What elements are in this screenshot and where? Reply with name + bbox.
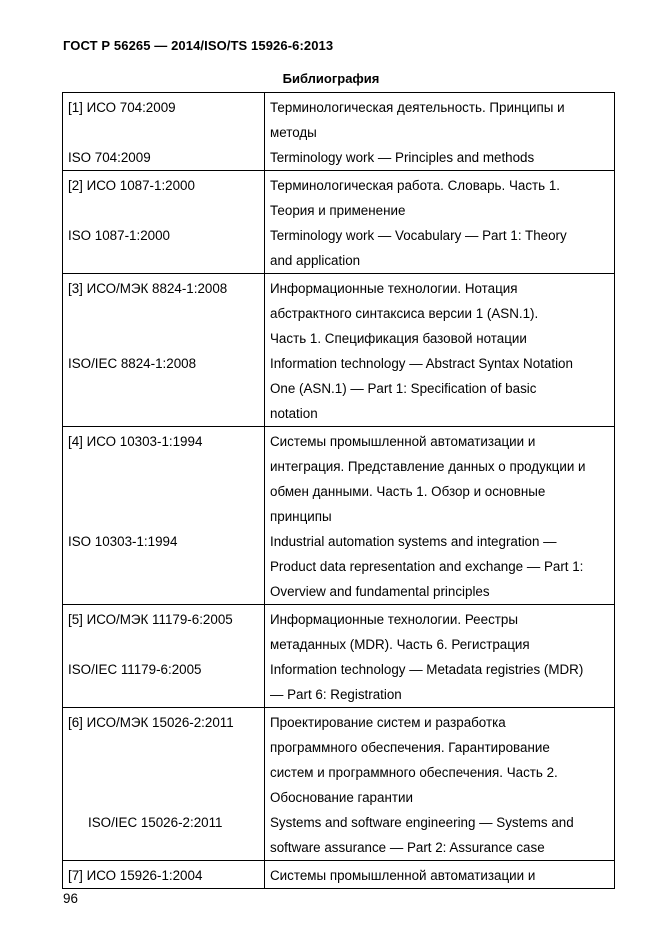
title-ru-line: Системы промышленной автоматизации и <box>270 868 536 883</box>
reference-cell <box>63 274 265 427</box>
reference-ru: [2] ИСО 1087-1:2000 <box>68 178 195 193</box>
title-ru-line: абстрактного синтаксиса версии 1 (ASN.1). <box>270 306 539 321</box>
table-row <box>63 861 615 889</box>
table-row <box>63 708 615 861</box>
title-en-line: Terminology work — Vocabulary — Part 1: Theory <box>270 228 567 243</box>
reference-ru: [7] ИСО 15926-1:2004 <box>68 868 203 883</box>
reference-ru: [6] ИСО/МЭК 15026-2:2011 <box>68 715 234 730</box>
title-cell <box>265 171 615 274</box>
title-cell <box>265 708 615 861</box>
title-cell <box>265 427 615 605</box>
title-ru-line: Проектирование систем и разработка <box>270 715 506 730</box>
reference-ru: [5] ИСО/МЭК 11179-6:2005 <box>68 612 233 627</box>
section-title: Библиография <box>282 71 380 86</box>
title-ru-line: программного обеспечения. Гарантирование <box>270 740 550 755</box>
reference-en: ISO 704:2009 <box>68 150 151 165</box>
title-en-line: Terminology work — Principles and methods <box>270 150 535 165</box>
title-cell <box>265 861 615 889</box>
table-row <box>63 171 615 274</box>
title-ru-line: обмен данными. Часть 1. Обзор и основные <box>270 484 546 499</box>
reference-en: ISO 10303-1:1994 <box>68 534 178 549</box>
reference-cell <box>63 708 265 861</box>
table-row <box>63 427 615 605</box>
title-cell <box>265 93 615 171</box>
title-ru-line: Обоснование гарантии <box>270 790 413 805</box>
title-en-line: notation <box>270 406 318 421</box>
title-cell <box>265 605 615 708</box>
reference-en: ISO/IEC 15026-2:2011 <box>88 815 223 830</box>
reference-cell <box>63 605 265 708</box>
title-ru-line: метаданных (MDR). Часть 6. Регистрация <box>270 637 530 652</box>
bibliography-table <box>62 92 615 889</box>
title-en-line: Systems and software engineering — Systems and <box>270 815 574 830</box>
title-en-line: Overview and fundamental principles <box>270 584 490 599</box>
title-en-line: Information technology — Abstract Syntax Notation <box>270 356 573 371</box>
title-en-line: — Part 6: Registration <box>270 687 402 702</box>
document-header: ГОСТ Р 56265 — 2014/ISO/TS 15926-6:2013 <box>63 38 334 53</box>
title-en-line: One (ASN.1) — Part 1: Specification of basic <box>270 381 537 396</box>
title-ru-line: интеграция. Представление данных о продукции и <box>270 459 586 474</box>
title-ru-line: Терминологическая деятельность. Принципы и <box>270 100 565 115</box>
title-ru-line: Терминологическая работа. Словарь. Часть 1. <box>270 178 561 193</box>
title-en-line: software assurance — Part 2: Assurance case <box>270 840 545 855</box>
title-ru-line: систем и программного обеспечения. Часть 2. <box>270 765 558 780</box>
reference-cell <box>63 171 265 274</box>
title-ru-line: принципы <box>270 509 332 524</box>
title-ru-line: Часть 1. Спецификация базовой нотации <box>270 331 527 346</box>
reference-cell <box>63 861 265 889</box>
title-en-line: Product data representation and exchange — Part 1: <box>270 559 584 574</box>
table-row <box>63 605 615 708</box>
page-number: 96 <box>63 891 78 906</box>
reference-en: ISO 1087-1:2000 <box>68 228 170 243</box>
title-en-line: and application <box>270 253 361 268</box>
reference-ru: [3] ИСО/МЭК 8824-1:2008 <box>68 281 228 296</box>
title-ru-line: методы <box>270 125 317 140</box>
title-cell <box>265 274 615 427</box>
title-en-line: Industrial automation systems and integration — <box>270 534 557 549</box>
reference-en: ISO/IEC 11179-6:2005 <box>68 662 202 677</box>
title-en-line: Information technology — Metadata registries (MDR) <box>270 662 584 677</box>
title-ru-line: Информационные технологии. Нотация <box>270 281 518 296</box>
reference-cell <box>63 427 265 605</box>
title-ru-line: Системы промышленной автоматизации и <box>270 434 536 449</box>
reference-ru: [1] ИСО 704:2009 <box>68 100 176 115</box>
table-row <box>63 274 615 427</box>
reference-en: ISO/IEC 8824-1:2008 <box>68 356 197 371</box>
table-row <box>63 93 615 171</box>
reference-cell <box>63 93 265 171</box>
reference-ru: [4] ИСО 10303-1:1994 <box>68 434 203 449</box>
title-ru-line: Теория и применение <box>270 203 406 218</box>
title-ru-line: Информационные технологии. Реестры <box>270 612 518 627</box>
